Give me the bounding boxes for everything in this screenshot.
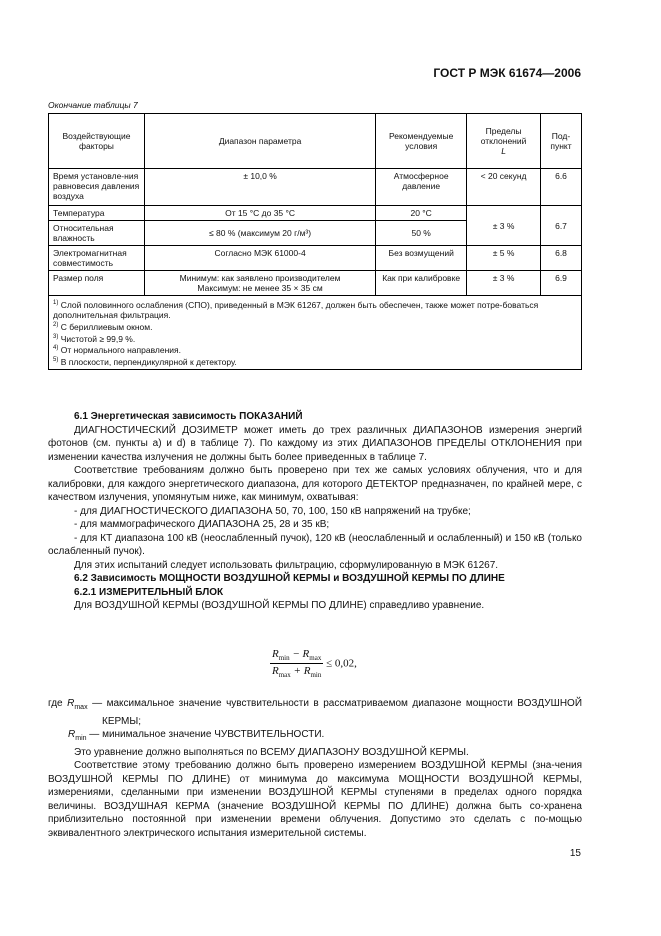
- section-6-2-1-heading: 6.2.1 ИЗМЕРИТЕЛЬНЫЙ БЛОК: [74, 586, 224, 598]
- where-rmin-text: — минимальное значение ЧУВСТВИТЕЛЬНОСТИ.: [89, 729, 325, 740]
- paragraph: Для ВОЗДУШНОЙ КЕРМЫ (ВОЗДУШНОЙ КЕРМЫ ПО ДЛИНЕ) справедливо уравнение.: [74, 600, 485, 611]
- formula-numerator: $R_{min} - R_{max}$: [272, 648, 322, 663]
- footnote-3-text: Чистотой ≥ 99,9 %.: [60, 333, 136, 344]
- footnote-3: [53, 332, 577, 344]
- header-clause: Под-пункт: [541, 114, 582, 169]
- row4-clause: 6.8: [541, 246, 582, 271]
- footnote-1-text: Слой половинного ослабления (СПО), приведенный в МЭК 61267, должен быть обеспечен, также может потре-боваться дополнительная фильтрация.: [53, 299, 539, 320]
- formula-fraction: [270, 648, 323, 679]
- header-limits-text: Пределы отклонений: [480, 126, 527, 146]
- body-text: [48, 410, 582, 613]
- header-factors: Воздействующие факторы: [49, 114, 145, 169]
- table-notes: [49, 296, 582, 370]
- list-item: - для КТ диапазона 100 кВ (неослабленный пучок), 120 кВ (неослабленный и ослабленный) и 150 кВ (только ослабленный пучок).: [48, 532, 582, 557]
- row5-clause: 6.9: [541, 271, 582, 296]
- footnote-1: [53, 298, 577, 320]
- row1-conditions: Атмосферное давление: [376, 169, 467, 206]
- row4-factor: Электромагнитная совместимость: [49, 246, 145, 271]
- footnote-5-text: В плоскости, перпендикулярной к детектору.: [60, 357, 237, 368]
- header-limits-symbol: L: [501, 146, 506, 156]
- row5-limits: ± 3 %: [467, 271, 541, 296]
- table-row: [49, 206, 582, 221]
- table-row: [49, 169, 582, 206]
- row2-factor: Температура: [49, 206, 145, 221]
- row2-conditions: 20 °С: [376, 206, 467, 221]
- row3-range: ≤ 80 % (максимум 20 г/м³): [144, 221, 375, 246]
- row5-range: [144, 271, 375, 296]
- row5-range-line2: Максимум: не менее 35 × 35 см: [197, 283, 323, 293]
- row4-conditions: Без возмущений: [376, 246, 467, 271]
- standard-number: ГОСТ Р МЭК 61674—2006: [433, 66, 581, 80]
- formula-condition: ≤ 0,02,: [326, 657, 357, 670]
- row1-factor: Время установле-ния равновесия давления воздуха: [49, 169, 145, 206]
- footnote-2-text: С бериллиевым окном.: [60, 321, 153, 332]
- row4-limits: ± 5 %: [467, 246, 541, 271]
- where-rmax: где $R_{max}$ — максимальное значение чувствительности в рассматриваемом диапазоне мощности ВОЗДУШНОЙ КЕРМЫ;: [48, 698, 583, 727]
- footnote-3-mark: 3): [53, 333, 59, 340]
- row3-conditions: 50 %: [376, 221, 467, 246]
- table-notes-row: [49, 296, 582, 370]
- row5-factor: Размер поля: [49, 271, 145, 296]
- list-item: - для ДИАГНОСТИЧЕСКОГО ДИАПАЗОНА 50, 70, 100, 150 кВ напряжений на трубке;: [74, 505, 471, 517]
- footnote-4: [53, 343, 577, 355]
- where-rmax-text: — максимальное значение чувствительности в рассматриваемом диапазоне мощности ВОЗДУШНОЙ КЕРМЫ;: [92, 698, 583, 727]
- footnote-2-mark: 2): [53, 321, 59, 328]
- header-conditions: Рекомендуемые условия: [376, 114, 467, 169]
- paragraph: Это уравнение должно выполняться по ВСЕМУ ДИАПАЗОНУ ВОЗДУШНОЙ КЕРМЫ.: [74, 746, 469, 758]
- paragraph: Соответствие требованиям должно быть проверено при тех же самых условиях облучения, что и для калибровки, для каждого энергетического диапазона, для которого ДЕТЕКТОР предназначен, по крайней мере, с качеством излучения, упомянутым ниже, как минимум, охватывая:: [48, 465, 582, 503]
- header-limits: [467, 114, 541, 169]
- where-rmin: $R_{min}$ — минимальное значение ЧУВСТВИТЕЛЬНОСТИ.: [68, 729, 325, 742]
- row2-range: От 15 °С до 35 °С: [144, 206, 375, 221]
- footnote-1-mark: 1): [53, 300, 59, 306]
- table-caption: Окончание таблицы 7: [48, 100, 138, 110]
- formula-explanation: [48, 697, 582, 840]
- row5-conditions: Как при калибровке: [376, 271, 467, 296]
- footnote-5-mark: 5): [53, 357, 59, 364]
- row1-clause: 6.6: [541, 169, 582, 206]
- footnote-2: [53, 320, 577, 332]
- table-7: [48, 113, 582, 370]
- formula-denominator: $R_{max} + R_{min}$: [272, 665, 322, 680]
- footnote-4-mark: 4): [53, 345, 59, 352]
- row4-range: Согласно МЭК 61000-4: [144, 246, 375, 271]
- paragraph: Соответствие этому требованию должно быть проверено измерением ВОЗДУШНОЙ КЕРМЫ (зна-чения ВОЗДУШНОЙ КЕРМЫ ПО ДЛИНЕ) от минимума до максимума МОЩНОСТИ ВОЗДУШНОЙ КЕРМЫ, измерениями, сделанными при изменении ВОЗДУШНОЙ КЕРМЫ ступенями в пределах одного порядка величины. ВОЗДУШНАЯ КЕРМА (значение ВОЗДУШНОЙ КЕРМЫ ПО ДЛИНЕ) должна быть со-хранена приблизительно постоянной при изменении времени облучения. Допустимо это сделать с по-мощью эквивалентного электрического испытания измерительной системы.: [48, 760, 582, 839]
- page-number: 15: [569, 848, 581, 859]
- paragraph: Для этих испытаний следует использовать фильтрацию, сформулированную в МЭК 61267.: [74, 559, 499, 571]
- row3-factor: Относительная влажность: [49, 221, 145, 246]
- header-range: Диапазон параметра: [144, 114, 375, 169]
- table-header-row: [49, 114, 582, 169]
- footnote-4-text: От нормального направления.: [60, 345, 182, 356]
- list-item: - для маммографического ДИАПАЗОНА 25, 28 и 35 кВ;: [74, 519, 330, 530]
- paragraph: ДИАГНОСТИЧЕСКИЙ ДОЗИМЕТР может иметь до трех различных ДИАПАЗОНОВ измерения энергий фотонов (см. пункты а) и d) в таблице 7). По каждому из этих ДИАПАЗОНОВ ПРЕДЕЛЫ ОТКЛОНЕНИЯ при изменении качества излучения не должны быть более приведенных в таблице 7.: [48, 424, 582, 463]
- formula: [270, 648, 357, 679]
- section-6-2-heading: 6.2 Зависимость МОЩНОСТИ ВОЗДУШНОЙ КЕРМЫ и ВОЗДУШНОЙ КЕРМЫ ПО ДЛИНЕ: [74, 573, 505, 584]
- row5-range-line1: Минимум: как заявлено производителем: [179, 273, 341, 283]
- row23-clause: 6.7: [541, 206, 582, 246]
- row23-limits: ± 3 %: [467, 206, 541, 246]
- row1-range: ± 10,0 %: [144, 169, 375, 206]
- table-row: [49, 271, 582, 296]
- row1-limits: < 20 секунд: [467, 169, 541, 206]
- table-row: [49, 246, 582, 271]
- where-prefix: где: [48, 698, 63, 709]
- footnote-5: [53, 355, 577, 367]
- section-6-1-heading: 6.1 Энергетическая зависимость ПОКАЗАНИЙ: [74, 411, 303, 422]
